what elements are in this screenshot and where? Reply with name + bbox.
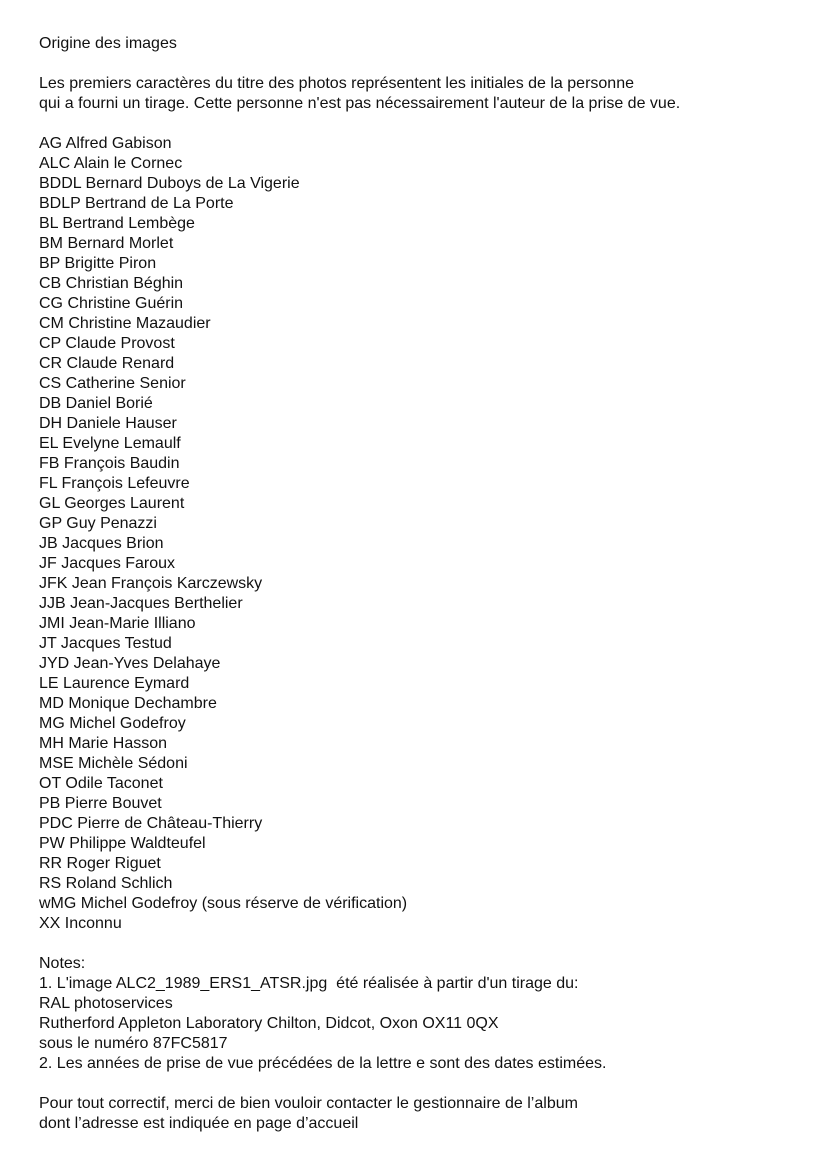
contributor-entry: BP Brigitte Piron	[39, 255, 157, 272]
contributor-entry: DH Daniele Hauser	[39, 415, 177, 432]
contributor-entry: CG Christine Guérin	[39, 295, 184, 312]
contributor-entry: CM Christine Mazaudier	[39, 315, 211, 332]
contributor-entry: RS Roland Schlich	[39, 875, 173, 892]
contributor-entry: CS Catherine Senior	[39, 375, 186, 392]
contributor-entry: FB François Baudin	[39, 455, 180, 472]
note-line: 2. Les années de prise de vue précédées de la lettre e sont des dates estimées.	[39, 1055, 607, 1072]
spacer	[39, 934, 799, 954]
contributor-entry: XX Inconnu	[39, 915, 122, 932]
intro-paragraph	[39, 74, 799, 114]
contributor-entry: CB Christian Béghin	[39, 275, 184, 292]
contributor-entry: CR Claude Renard	[39, 355, 175, 372]
note-line: RAL photoservices	[39, 995, 173, 1012]
notes-section	[39, 954, 799, 1074]
contributor-entry: BDLP Bertrand de La Porte	[39, 195, 234, 212]
contributor-entry: DB Daniel Borié	[39, 395, 153, 412]
contributor-entry: BDDL Bernard Duboys de La Vigerie	[39, 175, 300, 192]
contributor-entry: JF Jacques Faroux	[39, 555, 176, 572]
contributor-entry: wMG Michel Godefroy (sous réserve de vérification)	[39, 895, 408, 912]
page-title: Origine des images	[39, 35, 177, 52]
contributor-entry: RR Roger Riguet	[39, 855, 161, 872]
intro-line: Les premiers caractères du titre des photos représentent les initiales de la personne	[39, 75, 634, 92]
intro-line: qui a fourni un tirage. Cette personne n'est pas nécessairement l'auteur de la prise de vue.	[39, 95, 681, 112]
footer-line: Pour tout correctif, merci de bien vouloir contacter le gestionnaire de l’album	[39, 1095, 578, 1112]
contributor-entry: AG Alfred Gabison	[39, 135, 172, 152]
contributor-entry: BL Bertrand Lembège	[39, 215, 195, 232]
contributor-entry: GP Guy Penazzi	[39, 515, 157, 532]
contributor-entry: JJB Jean-Jacques Berthelier	[39, 595, 243, 612]
contributor-entry: JFK Jean François Karczewsky	[39, 575, 263, 592]
note-line: 1. L'image ALC2_1989_ERS1_ATSR.jpg été réalisée à partir d'un tirage du:	[39, 975, 579, 992]
note-line: sous le numéro 87FC5817	[39, 1035, 228, 1052]
spacer	[39, 54, 799, 74]
contributor-entry: FL François Lefeuvre	[39, 475, 190, 492]
contributor-entry: PB Pierre Bouvet	[39, 795, 162, 812]
contributor-entry: OT Odile Taconet	[39, 775, 163, 792]
contributor-entry: ALC Alain le Cornec	[39, 155, 183, 172]
spacer	[39, 114, 799, 134]
contributor-entry: MG Michel Godefroy	[39, 715, 186, 732]
contributor-entry: MD Monique Dechambre	[39, 695, 217, 712]
note-line: Rutherford Appleton Laboratory Chilton, Didcot, Oxon OX11 0QX	[39, 1015, 499, 1032]
contributor-entry: EL Evelyne Lemaulf	[39, 435, 181, 452]
footer-paragraph	[39, 1094, 799, 1134]
contributor-entry: MSE Michèle Sédoni	[39, 755, 188, 772]
contributor-entry: JB Jacques Brion	[39, 535, 164, 552]
contributor-entry: CP Claude Provost	[39, 335, 175, 352]
contributor-entry: MH Marie Hasson	[39, 735, 168, 752]
notes-heading: Notes:	[39, 955, 86, 972]
footer-line: dont l’adresse est indiquée en page d’accueil	[39, 1115, 359, 1132]
contributor-entry: LE Laurence Eymard	[39, 675, 190, 692]
contributor-entry: GL Georges Laurent	[39, 495, 185, 512]
contributor-entry: PW Philippe Waldteufel	[39, 835, 206, 852]
contributor-entry: JMI Jean-Marie Illiano	[39, 615, 196, 632]
contributor-entry: BM Bernard Morlet	[39, 235, 174, 252]
contributor-entry: JYD Jean-Yves Delahaye	[39, 655, 221, 672]
spacer	[39, 1074, 799, 1094]
contributor-entry: PDC Pierre de Château-Thierry	[39, 815, 263, 832]
contributor-entry: JT Jacques Testud	[39, 635, 172, 652]
document-page	[39, 34, 799, 1134]
contributors-list	[39, 134, 799, 934]
